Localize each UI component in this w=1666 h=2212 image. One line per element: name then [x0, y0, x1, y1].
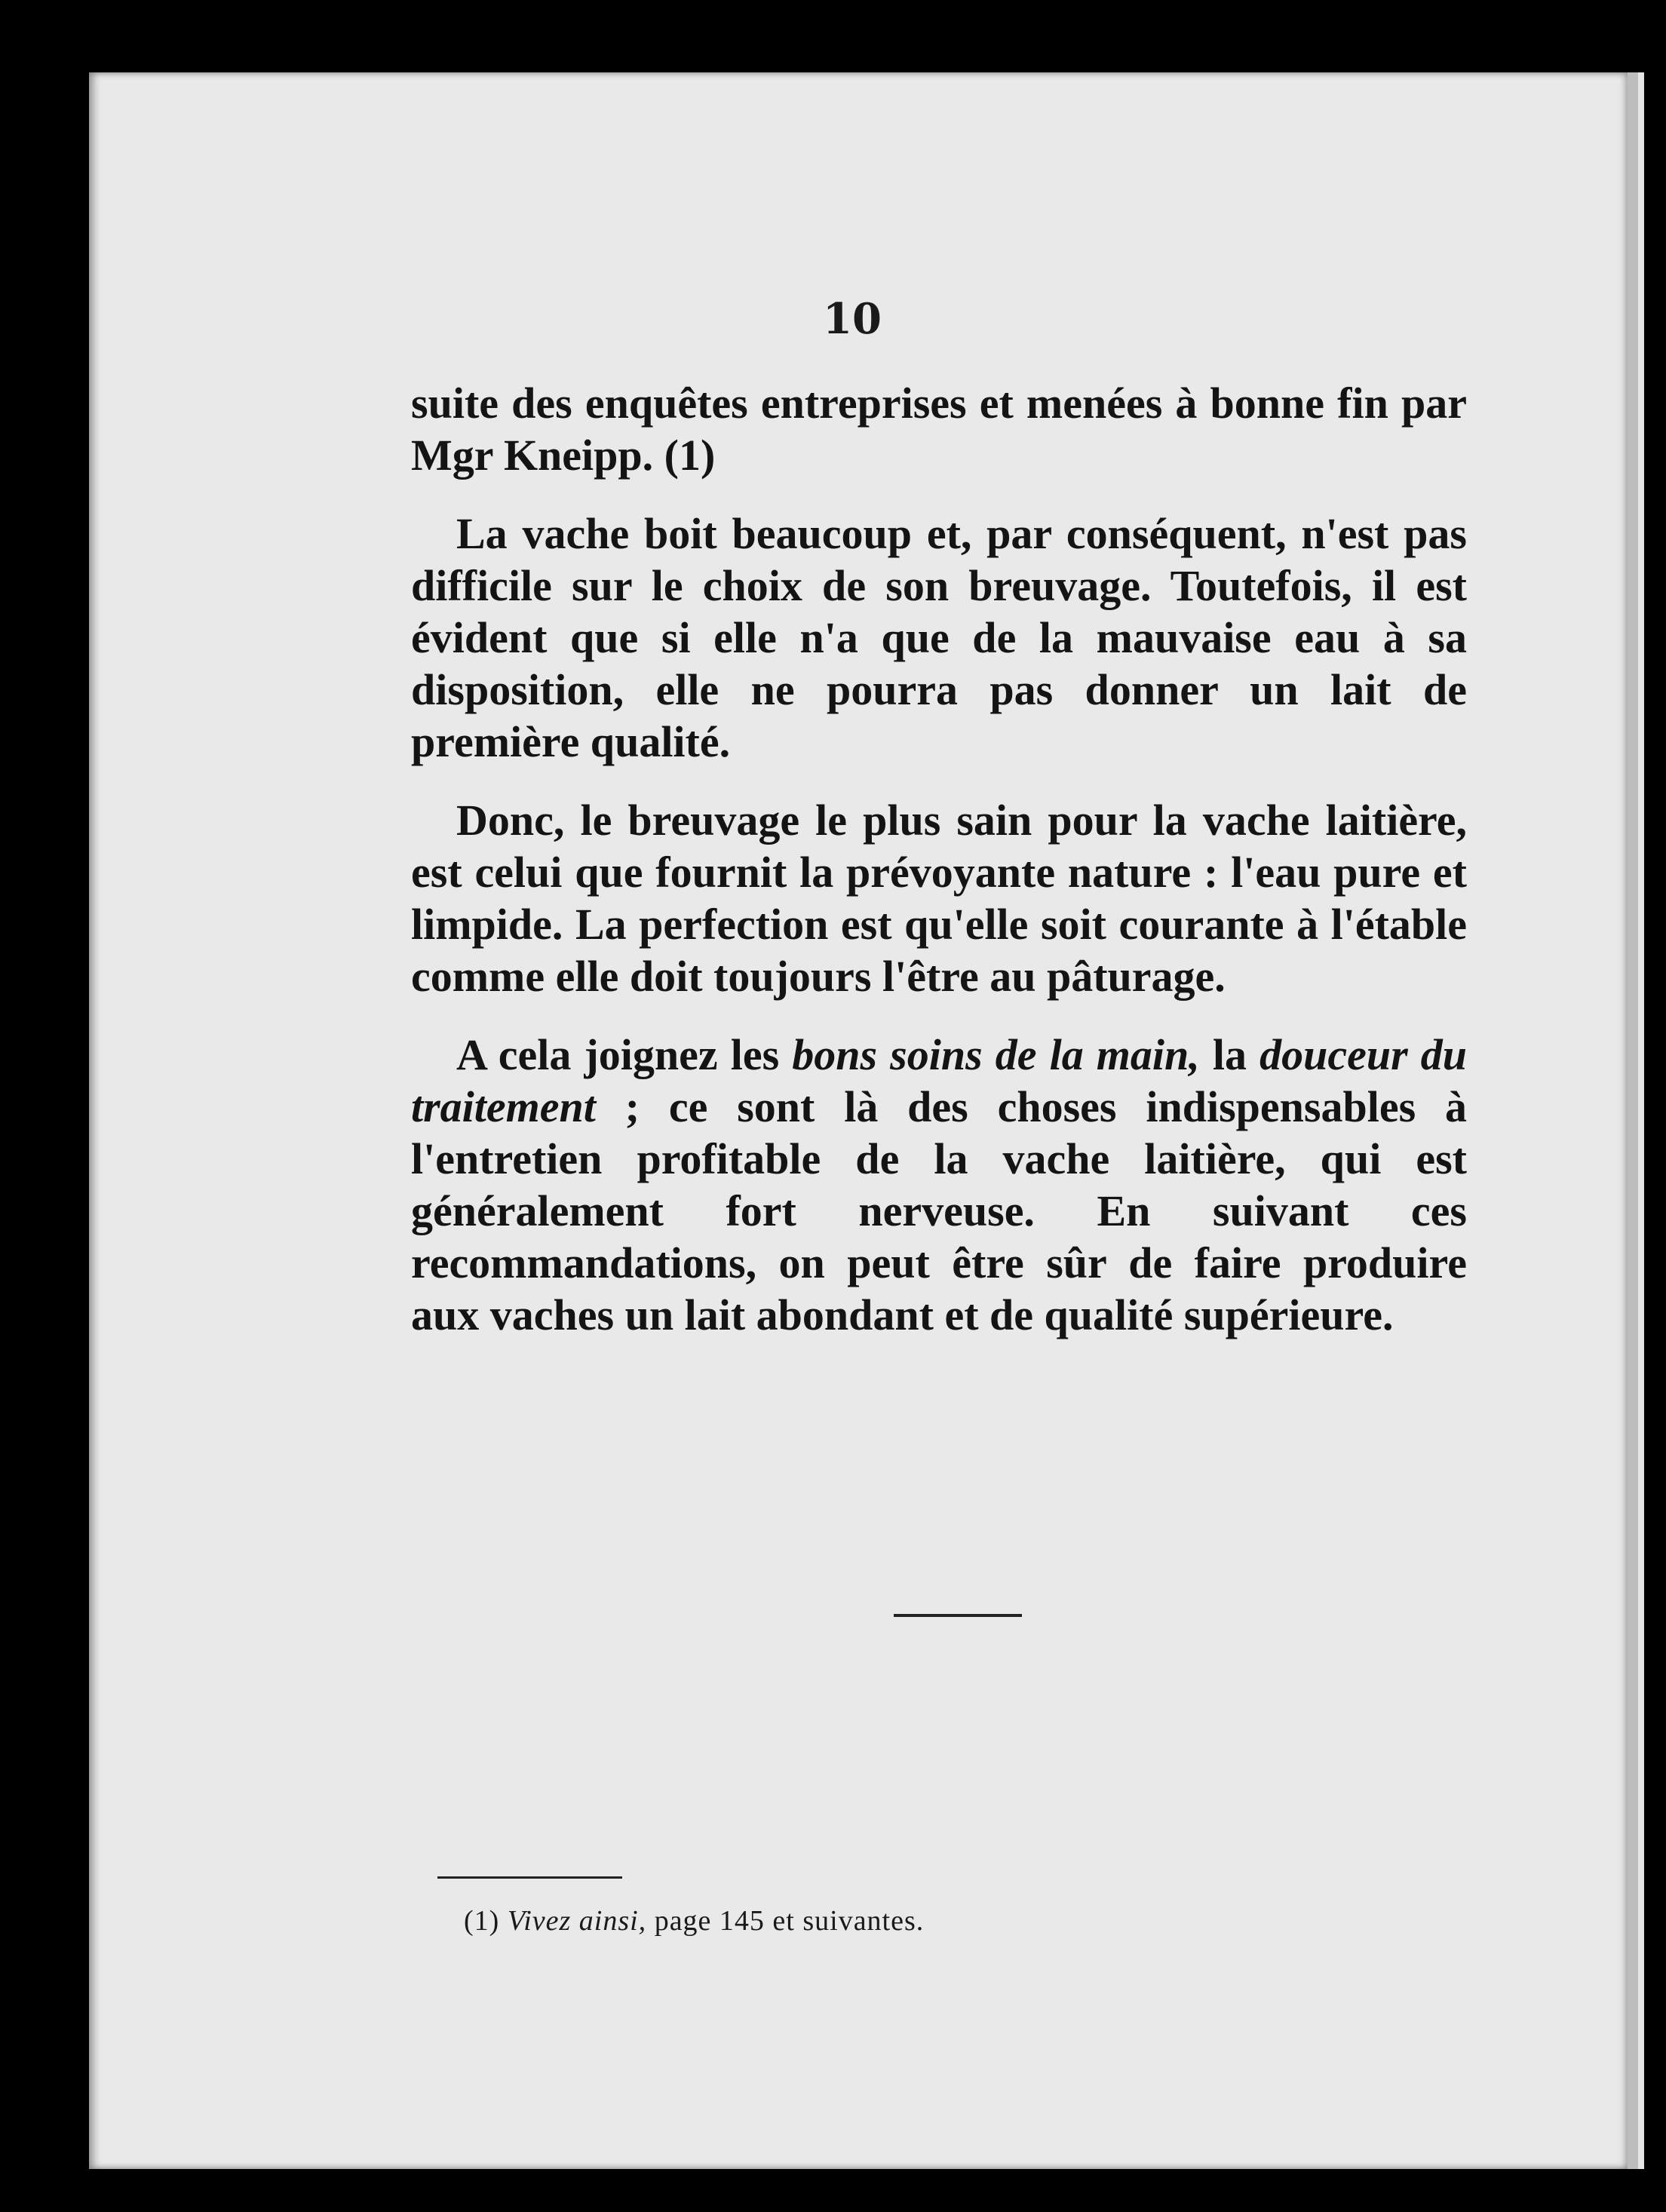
footnote-rule	[437, 1876, 622, 1879]
footnote-title: Vivez ainsi,	[507, 1905, 647, 1937]
care-text-3: ; ce sont là des choses indispensables à l'entretien profitable de la vache laitière, qui est généralement fort nerveuse. En suivant ces recommandations, on peut être sûr de faire produire aux vaches un lait abondant et de qualité supérieure.	[411, 1082, 1467, 1339]
care-italic-1: bons soins de la main,	[792, 1030, 1200, 1079]
paragraph-drink: Donc, le breuvage le plus sain pour la vache laitière, est celui que fournit la prévoyante nature : l'eau pure et limpide. La perfection est qu'elle soit courante à l'étable comme elle doit toujours l'être au pâturage.	[411, 796, 1467, 1001]
page-edge	[1628, 72, 1638, 2169]
care-italic-2: douceur du traitement	[411, 1030, 1468, 1131]
footnote-reference: page 145 et suivantes.	[646, 1905, 925, 1937]
footnote	[464, 1904, 1444, 1937]
paragraph-water: La vache boit beaucoup et, par conséquent, n'est pas difficile sur le choix de son breuvage. Toutefois, il est évident que si elle n'a que de la mauvaise eau à sa disposition, elle ne pourra pas donner un lait de première qualité.	[411, 509, 1467, 766]
paragraph-continuation: suite des enquêtes entreprises et menées à bonne fin par Mgr Kneipp. (1)	[411, 379, 1467, 480]
care-text-2: la	[1199, 1030, 1260, 1079]
body-text	[411, 377, 1467, 1367]
page-number: 10	[823, 294, 882, 344]
footnote-marker: (1)	[464, 1905, 500, 1937]
section-separator	[894, 1614, 1022, 1617]
page-edge-highlight	[1638, 72, 1644, 2169]
care-text-1: A cela joignez les	[456, 1030, 793, 1079]
paragraph-care	[411, 1029, 1467, 1341]
